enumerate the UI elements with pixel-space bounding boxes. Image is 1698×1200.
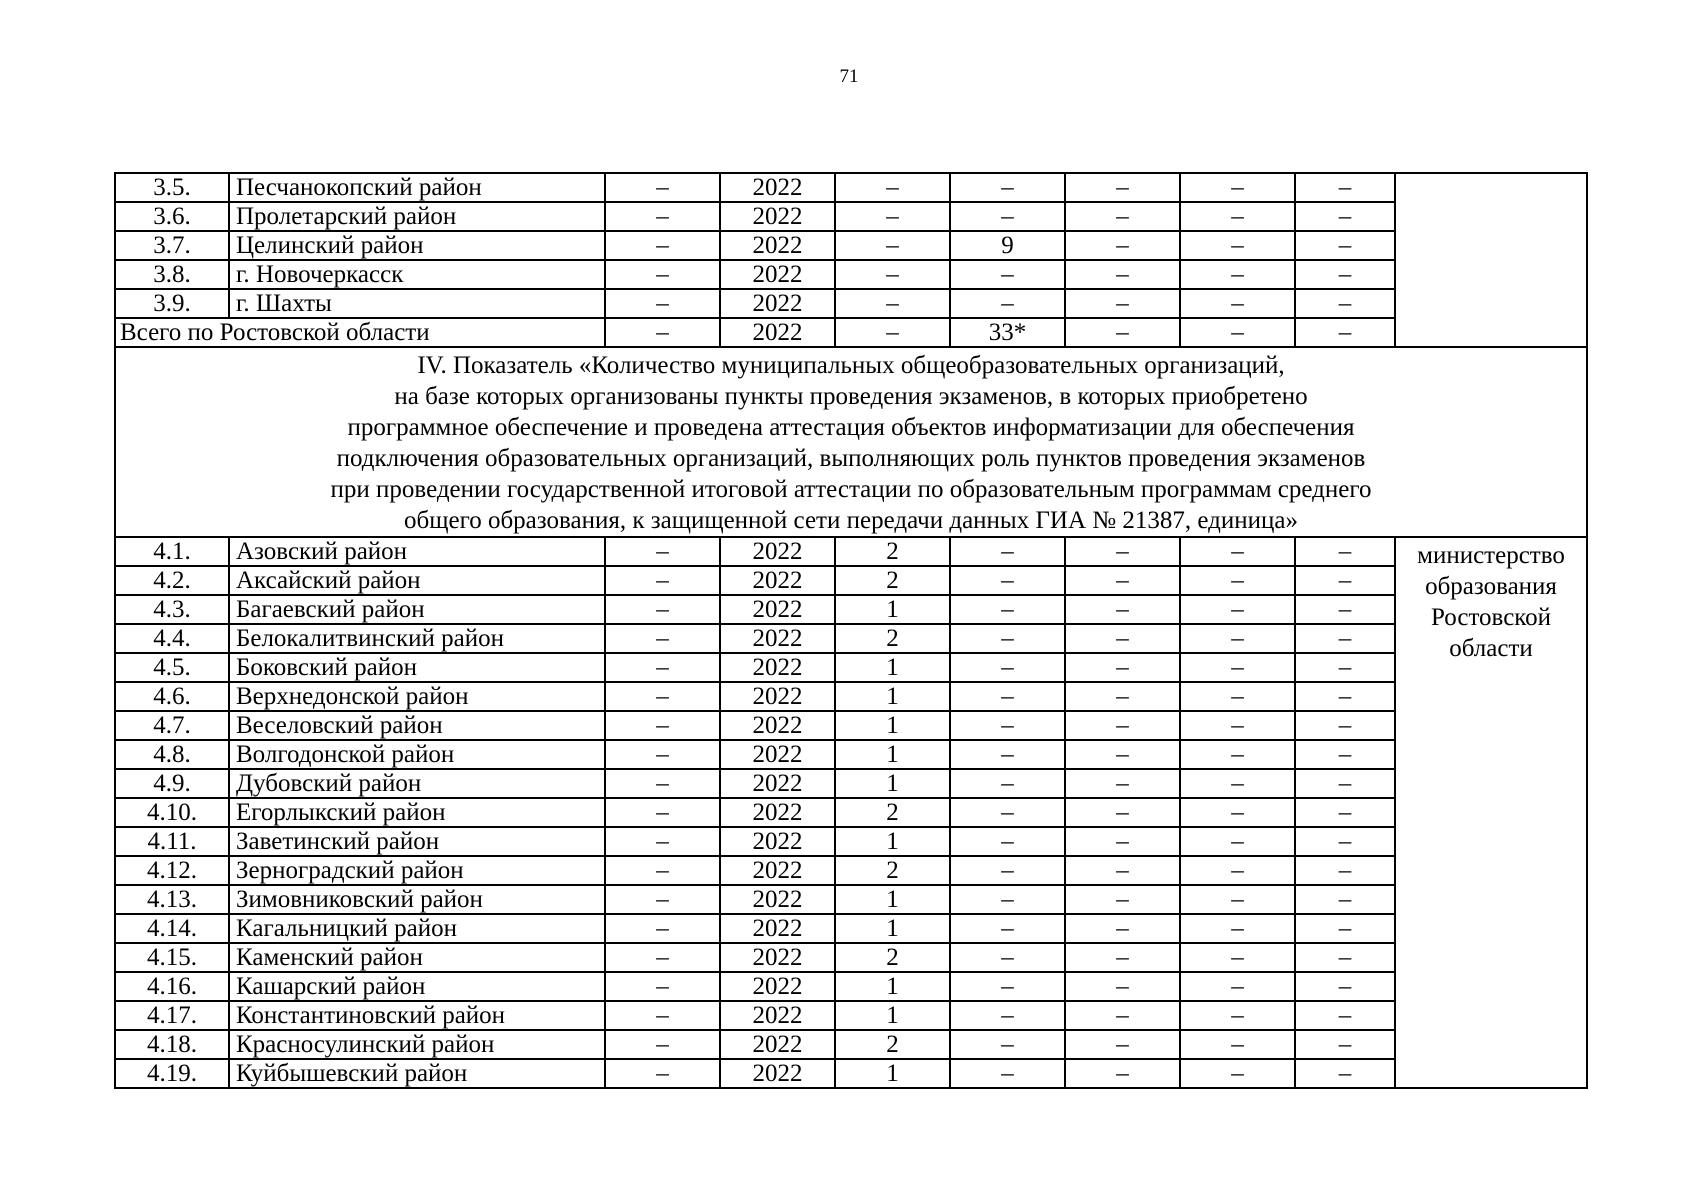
value-cell: – [1295,711,1395,740]
value-cell: – [1180,885,1295,914]
year-cell: 2022 [720,289,835,318]
district-name: Веселовский район [229,711,605,740]
value-cell: – [950,1059,1065,1088]
value-cell: – [835,289,950,318]
value-cell: – [1295,595,1395,624]
value-cell: – [605,624,720,653]
value-cell: – [1295,289,1395,318]
table-row [115,595,1587,624]
value-cell: – [950,202,1065,231]
value-cell: – [1180,740,1295,769]
table-row [115,827,1587,856]
year-cell: 2022 [720,798,835,827]
value-cell: – [1065,769,1180,798]
year-cell: 2022 [720,173,835,202]
value-cell: 1 [835,682,950,711]
table-row [115,1059,1587,1088]
value-cell: – [950,537,1065,566]
value-cell: 2 [835,624,950,653]
year-cell: 2022 [720,682,835,711]
value-cell: 2 [835,1030,950,1059]
section-4-header [115,347,1587,537]
value-cell: – [605,1059,720,1088]
table-row [115,173,1587,202]
year-cell: 2022 [720,1001,835,1030]
district-name: Целинский район [229,231,605,260]
value-cell: – [1065,914,1180,943]
district-name: г. Шахты [229,289,605,318]
row-number: 4.7. [115,711,229,740]
value-cell: – [950,1030,1065,1059]
row-number: 4.14. [115,914,229,943]
value-cell: – [605,682,720,711]
row-number: 4.8. [115,740,229,769]
district-name: Заветинский район [229,827,605,856]
district-name: Кашарский район [229,972,605,1001]
value-cell: – [1295,1059,1395,1088]
value-cell: – [950,885,1065,914]
value-cell: – [1180,682,1295,711]
section-header-line: IV. Показатель «Количество муниципальных общеобразовательных организаций, [417,352,1285,379]
year-cell: 2022 [720,943,835,972]
value-cell: – [950,624,1065,653]
row-number: 4.16. [115,972,229,1001]
value-cell: – [1295,653,1395,682]
value-cell: – [950,972,1065,1001]
value-cell: – [1295,769,1395,798]
value-cell: – [1065,856,1180,885]
value-cell: – [605,856,720,885]
value-cell: – [1295,914,1395,943]
district-name: Кагальницкий район [229,914,605,943]
row-number: 4.4. [115,624,229,653]
value-cell: 1 [835,653,950,682]
row-number: 4.15. [115,943,229,972]
value-cell: 33* [950,318,1065,347]
value-cell: – [605,595,720,624]
value-cell: – [1180,1030,1295,1059]
table-row [115,914,1587,943]
value-cell: – [950,740,1065,769]
value-cell: – [605,289,720,318]
row-number: 4.9. [115,769,229,798]
section-header-line: на базе которых организованы пункты проведения экзаменов, в которых приобретено [394,383,1308,410]
row-number: 3.6. [115,202,229,231]
value-cell: – [1295,202,1395,231]
value-cell: – [950,173,1065,202]
value-cell: – [1065,682,1180,711]
value-cell: – [950,1001,1065,1030]
section-header-line: программное обеспечение и проведена аттестация объектов информатизации для обеспечения [347,414,1355,441]
value-cell: – [1295,856,1395,885]
value-cell: 2 [835,537,950,566]
year-cell: 2022 [720,231,835,260]
year-cell: 2022 [720,914,835,943]
value-cell: – [1180,231,1295,260]
value-cell: – [1295,682,1395,711]
district-name: Дубовский район [229,769,605,798]
value-cell: – [1295,885,1395,914]
value-cell: 1 [835,885,950,914]
row-number: 3.9. [115,289,229,318]
row-number: 4.13. [115,885,229,914]
value-cell: – [1065,972,1180,1001]
value-cell: – [950,943,1065,972]
district-name: Багаевский район [229,595,605,624]
value-cell: – [1180,1059,1295,1088]
year-cell: 2022 [720,566,835,595]
value-cell: – [1295,972,1395,1001]
district-name: Зерноградский район [229,856,605,885]
row-number: 4.3. [115,595,229,624]
value-cell: – [1065,653,1180,682]
value-cell: – [605,318,720,347]
table-row [115,566,1587,595]
value-cell: – [605,769,720,798]
value-cell: – [1180,624,1295,653]
table-row [115,1001,1587,1030]
section-header-line: общего образования, к защищенной сети передачи данных ГИА № 21387, единица» [404,507,1298,534]
district-name: Аксайский район [229,566,605,595]
value-cell: – [605,231,720,260]
table-row [115,1030,1587,1059]
value-cell: – [1295,231,1395,260]
value-cell: – [835,202,950,231]
district-name: Егорлыкский район [229,798,605,827]
row-number: 3.8. [115,260,229,289]
value-cell: – [835,260,950,289]
district-name: Константиновский район [229,1001,605,1030]
row-number: 4.10. [115,798,229,827]
value-cell: – [1065,202,1180,231]
value-cell: – [605,260,720,289]
value-cell: – [1065,537,1180,566]
value-cell: – [1180,769,1295,798]
table-row [115,624,1587,653]
district-name: Каменский район [229,943,605,972]
row-number: 4.1. [115,537,229,566]
table-row [115,856,1587,885]
data-table [114,172,1588,1089]
value-cell: – [1065,885,1180,914]
value-cell: – [1065,318,1180,347]
value-cell: – [1295,740,1395,769]
table-row [115,289,1587,318]
value-cell: – [1295,318,1395,347]
value-cell: – [1180,289,1295,318]
value-cell: – [605,537,720,566]
district-name: Белокалитвинский район [229,624,605,653]
row-number: 4.17. [115,1001,229,1030]
value-cell: – [1180,566,1295,595]
value-cell: 1 [835,1059,950,1088]
value-cell: – [835,231,950,260]
value-cell: – [1065,624,1180,653]
year-cell: 2022 [720,202,835,231]
value-cell: – [1065,1001,1180,1030]
value-cell: – [605,914,720,943]
year-cell: 2022 [720,653,835,682]
value-cell: – [835,318,950,347]
responsible-line: министерство [1417,542,1565,569]
district-name: Красносулинский район [229,1030,605,1059]
value-cell: – [950,798,1065,827]
table-row [115,972,1587,1001]
value-cell: – [950,260,1065,289]
row-number: 3.7. [115,231,229,260]
value-cell: – [1295,566,1395,595]
value-cell: – [950,769,1065,798]
value-cell: – [1065,827,1180,856]
value-cell: 1 [835,769,950,798]
value-cell: – [1065,231,1180,260]
district-name: Азовский район [229,537,605,566]
row-number: 4.12. [115,856,229,885]
value-cell: 9 [950,231,1065,260]
row-number: 4.5. [115,653,229,682]
value-cell: – [1065,566,1180,595]
district-name: г. Новочеркасск [229,260,605,289]
year-cell: 2022 [720,827,835,856]
value-cell: – [1065,1059,1180,1088]
value-cell: – [1295,624,1395,653]
table-row [115,943,1587,972]
value-cell: – [1180,653,1295,682]
value-cell: – [605,653,720,682]
value-cell: – [1180,914,1295,943]
value-cell: – [1295,943,1395,972]
row-number: 3.5. [115,173,229,202]
row-number: 4.19. [115,1059,229,1088]
value-cell: 1 [835,595,950,624]
value-cell: – [1180,972,1295,1001]
table-row [115,711,1587,740]
value-cell: – [605,972,720,1001]
responsible-cell [1395,537,1587,1088]
year-cell: 2022 [720,972,835,1001]
value-cell: – [1065,798,1180,827]
table-row [115,537,1587,566]
total-label: Всего по Ростовской области [115,318,605,347]
value-cell: – [1180,711,1295,740]
district-name: Зимовниковский район [229,885,605,914]
value-cell: – [1180,173,1295,202]
value-cell: – [950,827,1065,856]
year-cell: 2022 [720,740,835,769]
value-cell: – [835,173,950,202]
value-cell: – [1295,173,1395,202]
district-name: Пролетарский район [229,202,605,231]
value-cell: – [1180,856,1295,885]
table-row [115,653,1587,682]
page-number: 71 [839,66,859,87]
year-cell: 2022 [720,318,835,347]
table-row [115,231,1587,260]
district-name: Боковский район [229,653,605,682]
responsible-line: образования [1425,573,1557,600]
value-cell: – [950,711,1065,740]
value-cell: – [1295,1030,1395,1059]
district-name: Песчанокопский район [229,173,605,202]
value-cell: – [1180,827,1295,856]
year-cell: 2022 [720,595,835,624]
district-name: Верхнедонской район [229,682,605,711]
value-cell: – [605,827,720,856]
value-cell: 1 [835,1001,950,1030]
value-cell: – [605,943,720,972]
year-cell: 2022 [720,624,835,653]
value-cell: – [1180,798,1295,827]
year-cell: 2022 [720,769,835,798]
value-cell: – [605,202,720,231]
value-cell: – [1065,595,1180,624]
row-number: 4.2. [115,566,229,595]
value-cell: – [605,1030,720,1059]
year-cell: 2022 [720,885,835,914]
value-cell: – [950,653,1065,682]
value-cell: – [605,798,720,827]
year-cell: 2022 [720,856,835,885]
value-cell: – [1295,827,1395,856]
value-cell: – [1180,202,1295,231]
table-row [115,202,1587,231]
responsible-line: Ростовской [1430,604,1552,631]
section-header-line: при проведении государственной итоговой аттестации по образовательным программам среднего [330,476,1372,503]
value-cell: 1 [835,740,950,769]
value-cell: – [605,566,720,595]
value-cell: – [1180,318,1295,347]
value-cell: – [950,289,1065,318]
table-row [115,682,1587,711]
row-number: 4.18. [115,1030,229,1059]
district-name: Волгодонской район [229,740,605,769]
value-cell: – [1065,173,1180,202]
value-cell: 1 [835,827,950,856]
value-cell: – [1065,740,1180,769]
value-cell: – [605,740,720,769]
table-row [115,740,1587,769]
value-cell: – [1180,595,1295,624]
year-cell: 2022 [720,1059,835,1088]
year-cell: 2022 [720,537,835,566]
value-cell: 1 [835,711,950,740]
value-cell: – [1180,1001,1295,1030]
value-cell: – [1065,1030,1180,1059]
value-cell: – [1065,289,1180,318]
row-number: 4.6. [115,682,229,711]
value-cell: – [1295,260,1395,289]
row-number: 4.11. [115,827,229,856]
table-row [115,260,1587,289]
value-cell: 2 [835,856,950,885]
value-cell: – [1295,798,1395,827]
value-cell: – [605,173,720,202]
value-cell: – [1065,711,1180,740]
district-name: Куйбышевский район [229,1059,605,1088]
value-cell: – [605,711,720,740]
value-cell: – [605,885,720,914]
value-cell: 1 [835,914,950,943]
value-cell: 2 [835,798,950,827]
value-cell: – [1065,260,1180,289]
value-cell: – [1065,943,1180,972]
value-cell: – [1180,260,1295,289]
table-row [115,885,1587,914]
value-cell: – [950,682,1065,711]
table-row [115,769,1587,798]
value-cell: – [950,566,1065,595]
table-row [115,798,1587,827]
value-cell: 2 [835,943,950,972]
section-header-line: подключения образовательных организаций, выполняющих роль пунктов проведения экзаменов [336,445,1366,472]
value-cell: – [950,914,1065,943]
value-cell: – [950,856,1065,885]
year-cell: 2022 [720,711,835,740]
responsible-cell-empty [1395,173,1587,347]
value-cell: – [1295,537,1395,566]
year-cell: 2022 [720,260,835,289]
value-cell: – [605,1001,720,1030]
responsible-line: области [1449,635,1533,662]
section-header-row [115,347,1587,537]
value-cell: 1 [835,972,950,1001]
value-cell: – [950,595,1065,624]
value-cell: – [1180,943,1295,972]
year-cell: 2022 [720,1030,835,1059]
value-cell: – [1180,537,1295,566]
total-row [115,318,1587,347]
value-cell: – [1295,1001,1395,1030]
value-cell: 2 [835,566,950,595]
